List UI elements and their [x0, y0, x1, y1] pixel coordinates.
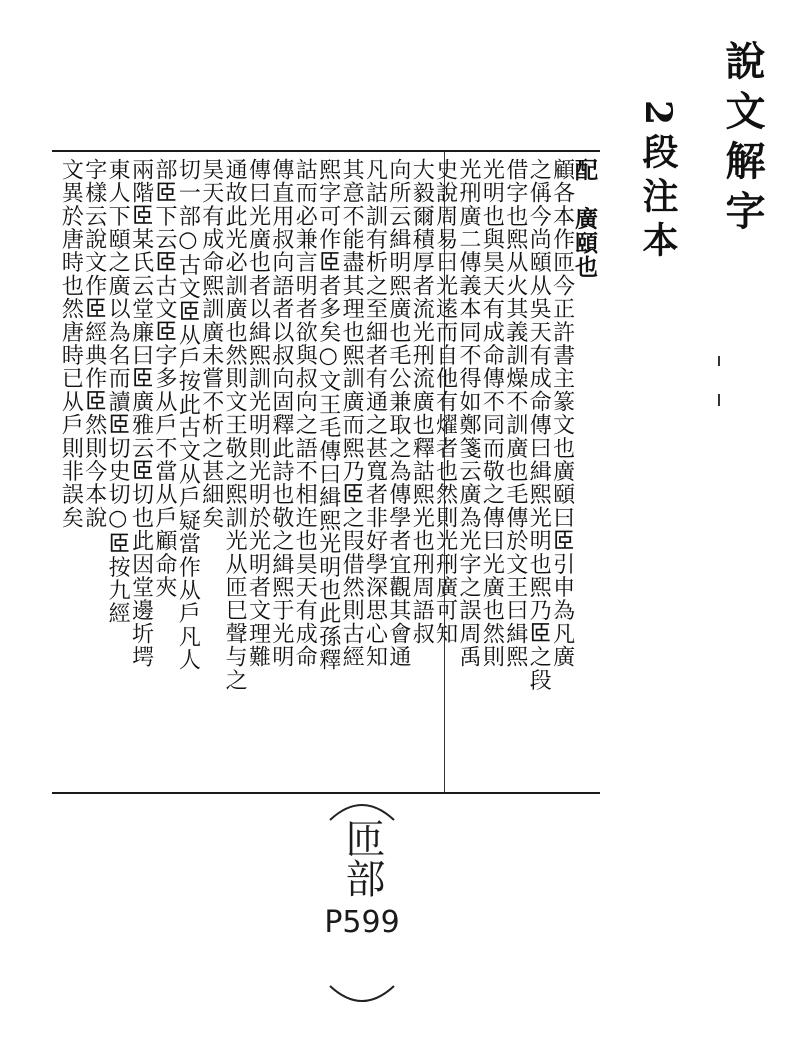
text-column: 顧各本作匝今正許書主篆文也廣頤曰𦣞引申為凡廣	[549, 158, 575, 669]
text-column: 凡詁訓有析之至細者有通之甚寬者非好學深思心知	[362, 158, 388, 669]
text-column: 其意不能盡其理也熙訓廣而熙乃𦣞之叚借然則古經	[339, 158, 365, 669]
text-column: 熙字可作𦣞者多矣○文王毛傳曰緝熙光明也此孫釋	[315, 158, 341, 672]
annotation-page: P599	[324, 905, 400, 940]
text-column: 詁而必兼言明者欲與叔向之語不相迕也昊天有成命	[292, 158, 318, 669]
entry-heading: 配 廣頤也	[570, 158, 598, 279]
annotation-text	[322, 818, 402, 941]
annotation-close-bracket	[322, 984, 402, 1012]
text-column: 史說周易曰光逺而自他有燿者也然則光𠛬廣可知	[432, 158, 458, 646]
section-title	[637, 100, 679, 266]
text-column: 向所云緝明熙廣也毛公兼取之為傳學者宜觀其會通	[385, 158, 411, 669]
text-column: 切一部○古文𦣞从戶按此古文从戶疑當作从戶凡人	[175, 158, 201, 672]
section-number: 2	[637, 100, 679, 134]
book-title: 說文解字	[719, 40, 766, 240]
text-column: 大毅爾積厚者流光𠛬流廣也釋詁熙光也𠛬周語叔	[409, 158, 435, 646]
text-column: 昊天有成命熙訓廣未嘗不析之甚細矣	[198, 158, 224, 530]
text-block	[52, 150, 600, 794]
text-columns	[58, 158, 596, 786]
text-column: 文異於唐時也然唐時已从戶則非誤矣	[58, 158, 84, 530]
text-column: 傳曰光廣也者以緝熙訓光明則光明於光明者文理難	[245, 158, 271, 669]
margin-mark	[716, 356, 722, 406]
text-column: 之偁今尚頤从吳天有成命傳曰緝熙光明也熙乃𦣞之段	[526, 158, 552, 692]
handwritten-annotation	[322, 808, 402, 1008]
text-column: 兩階𦣞某氏云堂廉曰𦣞廣雅云𦣞切也此因堂邊圻堮	[128, 158, 154, 669]
section-label: 段注本	[637, 133, 679, 266]
text-column: 部𦣞下云𦣞古文𦣞字多从戶不當从戶顧命夾	[151, 158, 177, 599]
text-column: 字樣云說文作𦣞經典作𦣞然則今本說	[81, 158, 107, 530]
text-column: 通故此光必訓廣也然則文王敬之熙訓光从匝巳聲与之	[222, 158, 248, 692]
annotation-radical: 匝部	[339, 818, 385, 898]
text-column: 傳直用叔向語者以叔向固釋此詩也敬之緝熙于光明	[268, 158, 294, 669]
text-column: 光𠛬廣二傳義本同不得如鄭箋云廣為光字之誤周禹	[456, 158, 482, 669]
text-column: 借字也熙从火其義訓燥不訓廣也毛傳於文王曰緝熙	[502, 158, 528, 669]
text-column: 東人下頤之廣以為名而讀𦣞切史切○𦣞按九經	[105, 158, 131, 625]
text-column: 光明也與昊天有成命傳不同而敬之傳曰光廣也然則	[479, 158, 505, 669]
